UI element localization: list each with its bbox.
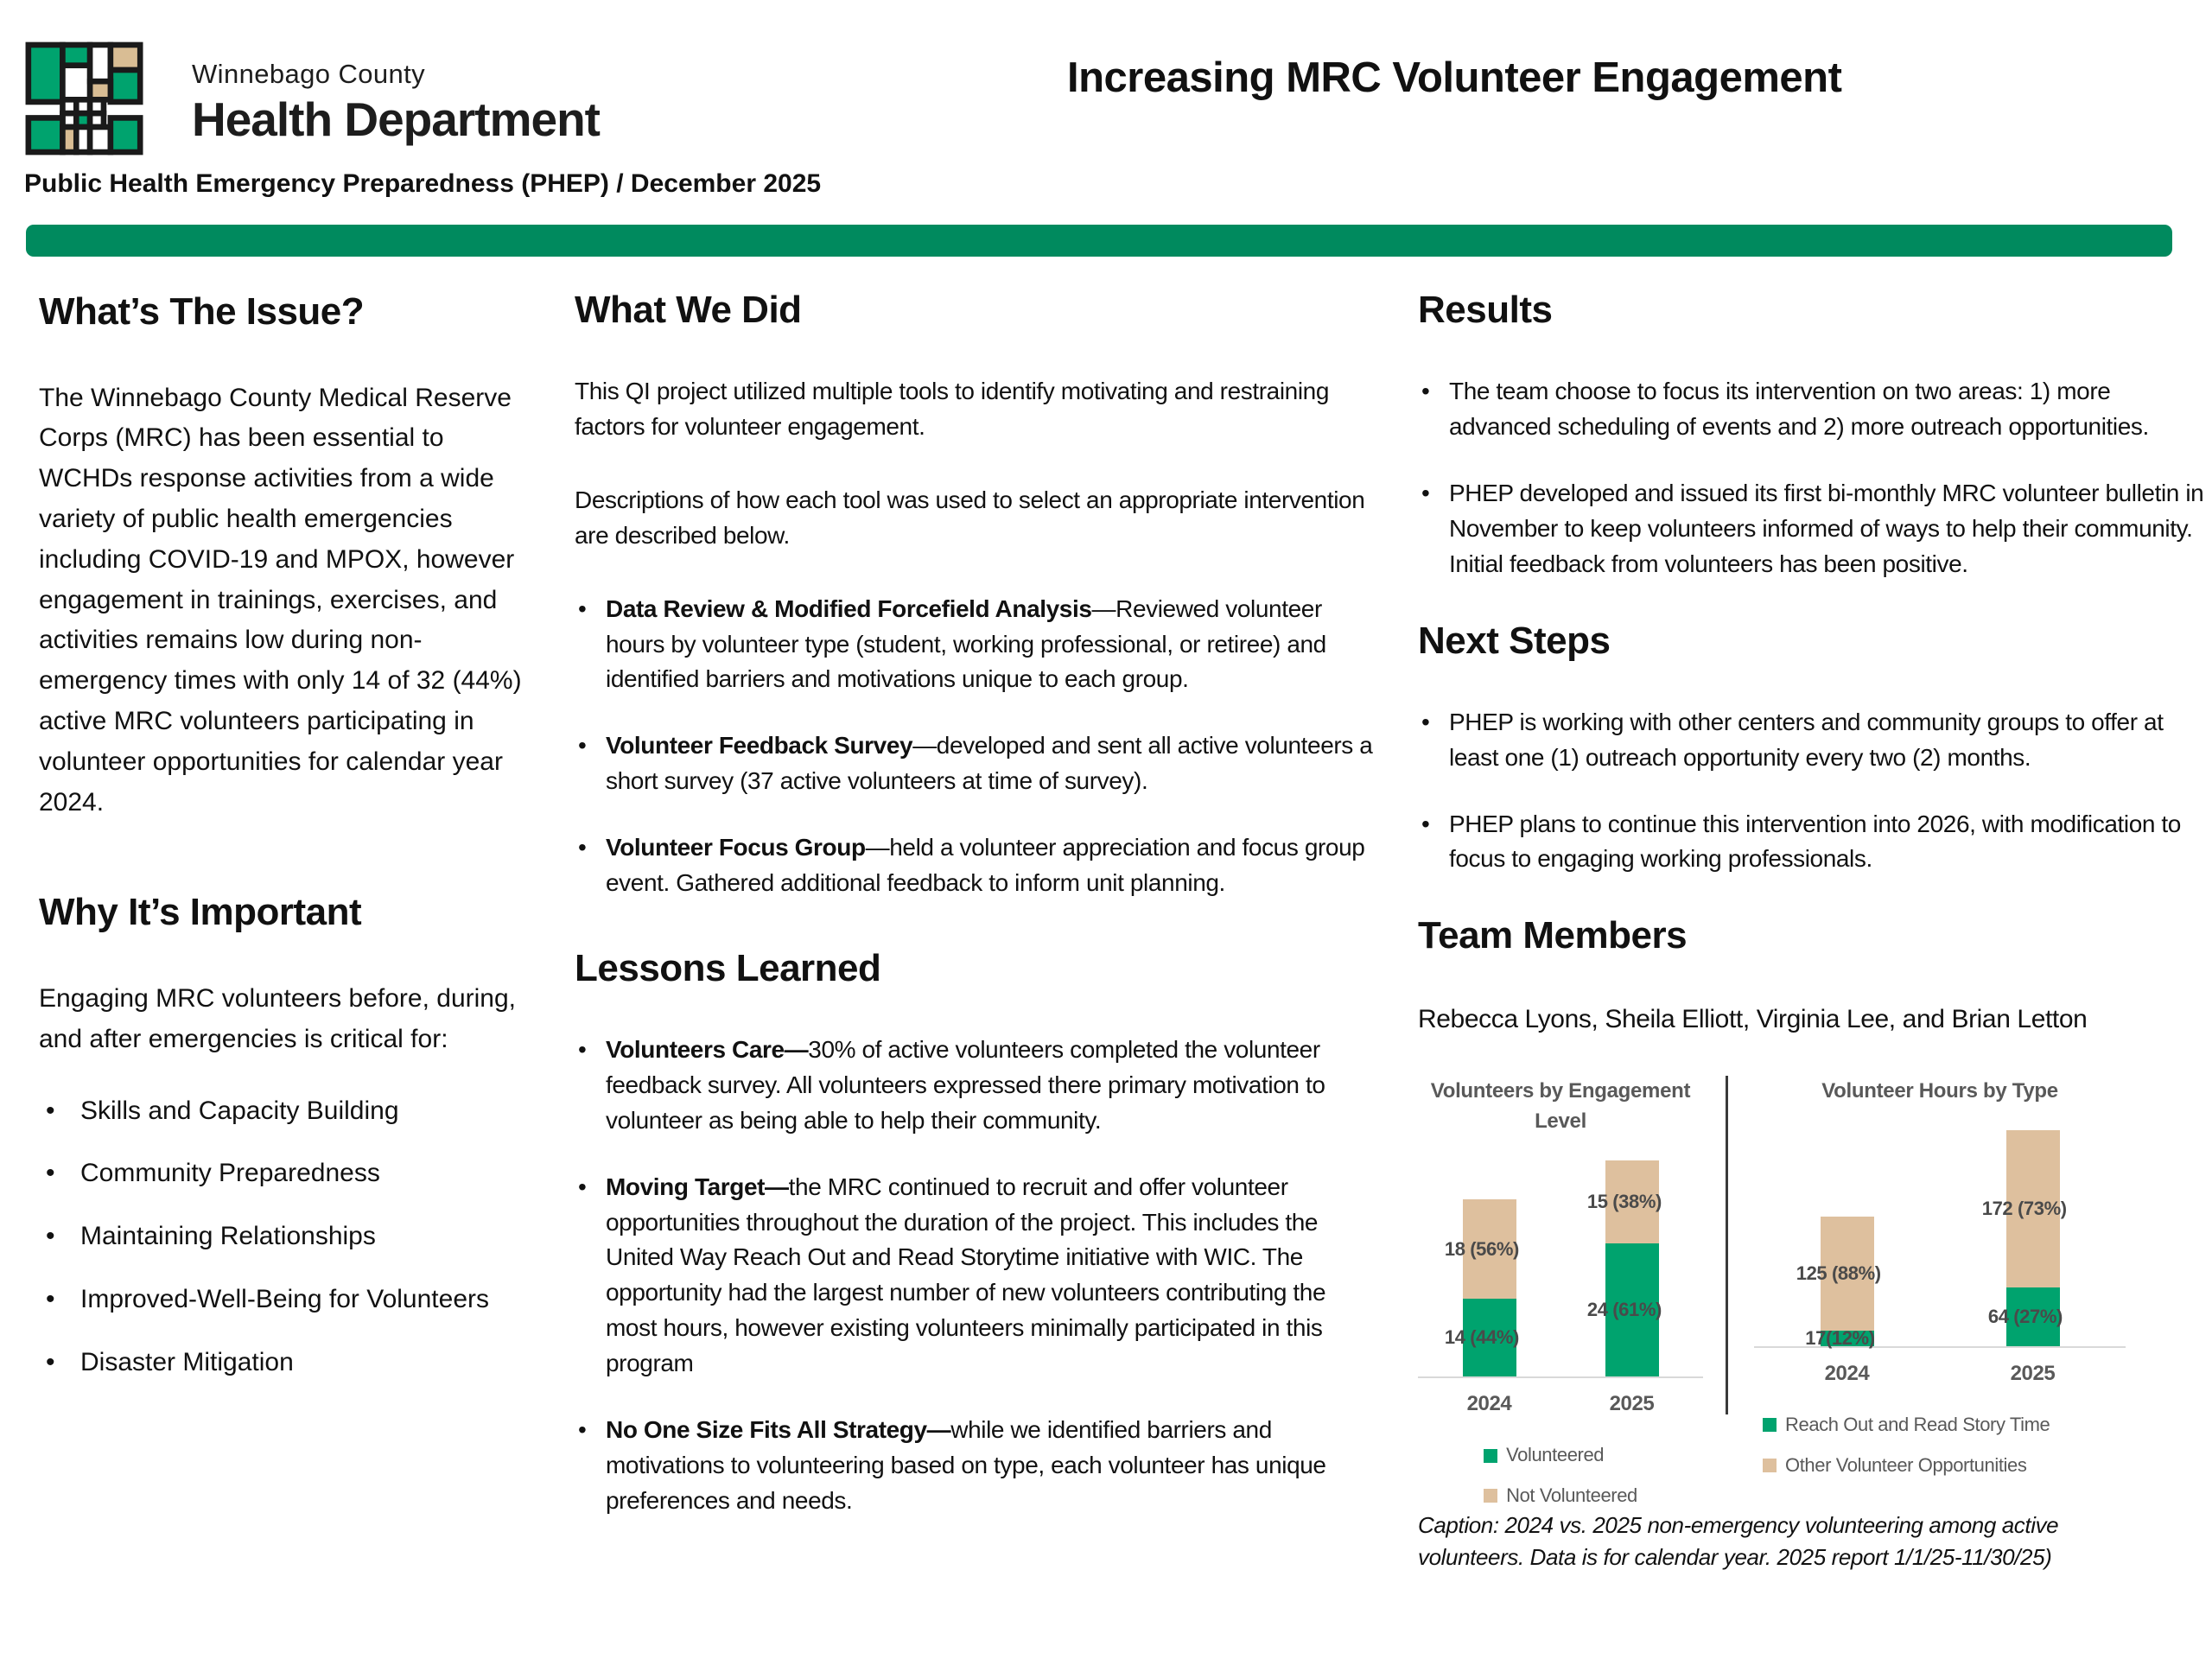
legend-entry [1763, 1411, 2050, 1439]
bullet-item: • Skills and Capacity Building [39, 1091, 533, 1132]
bullet-item: • Volunteer Focus Group—held a volunteer appreciation and focus group event. Gathered additional feedback to inform unit planning. [575, 830, 1376, 901]
x-axis-label: 2025 [1609, 1392, 1655, 1416]
x-axis-label: 2024 [1466, 1392, 1512, 1416]
legend-label: Volunteered [1506, 1444, 1605, 1466]
methods-paragraph-1: This QI project utilized multiple tools to identify motivating and restraining factors for volunteer engagement. [575, 378, 1330, 441]
x-axis-label: 2025 [2010, 1362, 2056, 1386]
org-name-county: Winnebago County [192, 59, 426, 89]
data-label: 15 (38%) [1586, 1191, 1662, 1213]
team-members-names: Rebecca Lyons, Sheila Elliott, Virginia Lee, and Brian Letton [1418, 1004, 2088, 1033]
logo-row [24, 41, 2177, 156]
methods-bullet-list [575, 592, 1376, 901]
chart-plot [1418, 1160, 1703, 1378]
heading-team-members: Team Members [1418, 914, 1688, 957]
data-label: 18 (56%) [1444, 1237, 1519, 1260]
bullet-item: • PHEP is working with other centers and community groups to offer at least one (1) outreach opportunity every two (2) months. [1418, 705, 2206, 776]
chart-legend [1763, 1411, 2050, 1478]
heading-lessons-learned: Lessons Learned [575, 946, 881, 989]
heading-whats-the-issue: What’s The Issue? [39, 290, 365, 333]
next-steps-bullet-list [1418, 705, 2206, 878]
legend-label: Not Volunteered [1506, 1484, 1637, 1506]
heading-results: Results [1418, 289, 1553, 331]
stacked-bar-2025 [1586, 1160, 1662, 1376]
column-results [1418, 283, 2206, 1611]
data-label: 64 (27%) [1987, 1306, 2063, 1328]
data-label: 24 (61%) [1586, 1299, 1662, 1321]
stacked-bar-2025 [1981, 1130, 2067, 1346]
bullet-item: • Data Review & Modified Forcefield Analysis—Reviewed volunteer hours by volunteer type (student, working professional, or retiree) and identified barriers and motivations unique to each group. [575, 592, 1376, 698]
poster-header [0, 0, 2212, 257]
bar-segment [1586, 1160, 1662, 1243]
data-label: 125 (88%) [1796, 1262, 1881, 1285]
content-grid [0, 257, 2212, 1611]
legend-label: Reach Out and Read Story Time [1785, 1414, 2050, 1436]
bullet-item: • The team choose to focus its intervention on two areas: 1) more advanced scheduling of events and 2) more outreach opportunities. [1418, 374, 2206, 445]
bullet-item: • Volunteers Care—30% of active volunteers completed the volunteer feedback survey. All volunteers expressed there primary motivation to volunteer as being able to help their community. [575, 1033, 1376, 1139]
chart-title: Volunteer Hours by Type [1821, 1079, 2058, 1103]
issue-paragraph: The Winnebago County Medical Reserve Corps (MRC) has been essential to WCHDs response activities from a wide variety of public health emergencies including COVID-19 and MPOX, however engagement in trainings, exercises, and activities remains low during non-emergency times with only 14 of 32 (44%) active MRC volunteers participating in volunteer opportunities for calendar year 2024. [39, 383, 522, 817]
bar-segment [1444, 1199, 1519, 1299]
org-name-department: Health Department [192, 92, 600, 146]
bar-segment [1987, 1287, 2063, 1346]
legend-entry [1484, 1482, 1637, 1510]
heading-what-we-did: What We Did [575, 289, 802, 331]
chart-divider [1726, 1076, 1728, 1414]
bullet-item: • Disaster Mitigation [39, 1343, 533, 1383]
heading-next-steps: Next Steps [1418, 619, 1611, 662]
stacked-bar-2024 [1444, 1199, 1519, 1376]
legend-label: Other Volunteer Opportunities [1785, 1453, 2027, 1476]
bullet-item: • Moving Target—the MRC continued to recruit and offer volunteer opportunities throughout the duration of the project. This includes the United Way Reach Out and Read Storytime initiative with WIC. The opportunity had the largest number of new volunteers contributing the most hours, however existing volunteers minimally participated in this program [575, 1170, 1376, 1382]
bullet-item: • Volunteer Feedback Survey—developed and sent all active volunteers a short survey (37 active volunteers at time of survey). [575, 728, 1376, 799]
column-methods [575, 283, 1376, 1611]
legend-swatch-icon [1763, 1459, 1777, 1472]
chart-legend [1484, 1441, 1637, 1509]
volunteer-hours-by-type-chart [1754, 1076, 2126, 1478]
volunteers-by-engagement-chart [1418, 1076, 1703, 1509]
bar-segment [1981, 1130, 2067, 1287]
legend-entry [1763, 1452, 2050, 1479]
accent-bar [26, 225, 2172, 257]
important-intro: Engaging MRC volunteers before, during, and after emergencies is critical for: [39, 984, 516, 1053]
org-name-block [192, 41, 600, 147]
stacked-bar-2024 [1796, 1217, 1881, 1350]
x-axis-label: 2024 [1824, 1362, 1870, 1386]
chart-caption: Caption: 2024 vs. 2025 non-emergency volunteering among active volunteers. Data is for calendar year. 2025 report 1/1/25-11/30/25) [1418, 1511, 2059, 1570]
poster-subtitle: Public Health Emergency Preparedness (PHEP) / December 2025 [24, 169, 822, 198]
bullet-item: • PHEP developed and issued its first bi-monthly MRC volunteer bulletin in November to keep volunteers informed of ways to help their community. Initial feedback from volunteers has been positive. [1418, 476, 2206, 582]
bullet-item: • Maintaining Relationships [39, 1217, 533, 1257]
legend-swatch-icon [1763, 1418, 1777, 1432]
methods-paragraph-2: Descriptions of how each tool was used to select an appropriate intervention are described below. [575, 486, 1365, 549]
bullet-item: • PHEP plans to continue this intervention into 2026, with modification to focus to engaging working professionals. [1418, 807, 2206, 878]
data-label: 14 (44%) [1444, 1326, 1519, 1349]
charts-panel [1418, 1076, 2206, 1509]
bullet-item: • No One Size Fits All Strategy—while we identified barriers and motivations to volunteering based on type, each volunteer has unique preferences and needs. [575, 1413, 1376, 1519]
legend-swatch-icon [1484, 1489, 1497, 1503]
bar-segment [1805, 1327, 1875, 1350]
bullet-item: • Community Preparedness [39, 1154, 533, 1194]
lessons-bullet-list [575, 1033, 1376, 1519]
heading-why-its-important: Why It’s Important [39, 891, 362, 934]
legend-entry [1484, 1441, 1637, 1469]
legend-swatch-icon [1484, 1449, 1497, 1463]
chart-x-axis [1754, 1358, 2126, 1389]
bullet-item: • Improved-Well-Being for Volunteers [39, 1280, 533, 1320]
bar-segment [1586, 1243, 1662, 1376]
chart-x-axis [1418, 1389, 1703, 1419]
data-label: 17(12%) [1805, 1327, 1875, 1350]
column-issue [39, 283, 533, 1611]
poster-title: Increasing MRC Volunteer Engagement [1067, 54, 1842, 101]
results-bullet-list [1418, 374, 2206, 582]
chart-plot [1754, 1130, 2126, 1348]
data-label: 172 (73%) [1981, 1198, 2067, 1220]
important-bullet-list [39, 1091, 533, 1383]
bar-segment [1796, 1217, 1881, 1331]
chart-title: Volunteers by Engagement Level [1430, 1079, 1691, 1134]
winnebago-county-logo-icon [24, 41, 176, 156]
bar-segment [1444, 1299, 1519, 1376]
